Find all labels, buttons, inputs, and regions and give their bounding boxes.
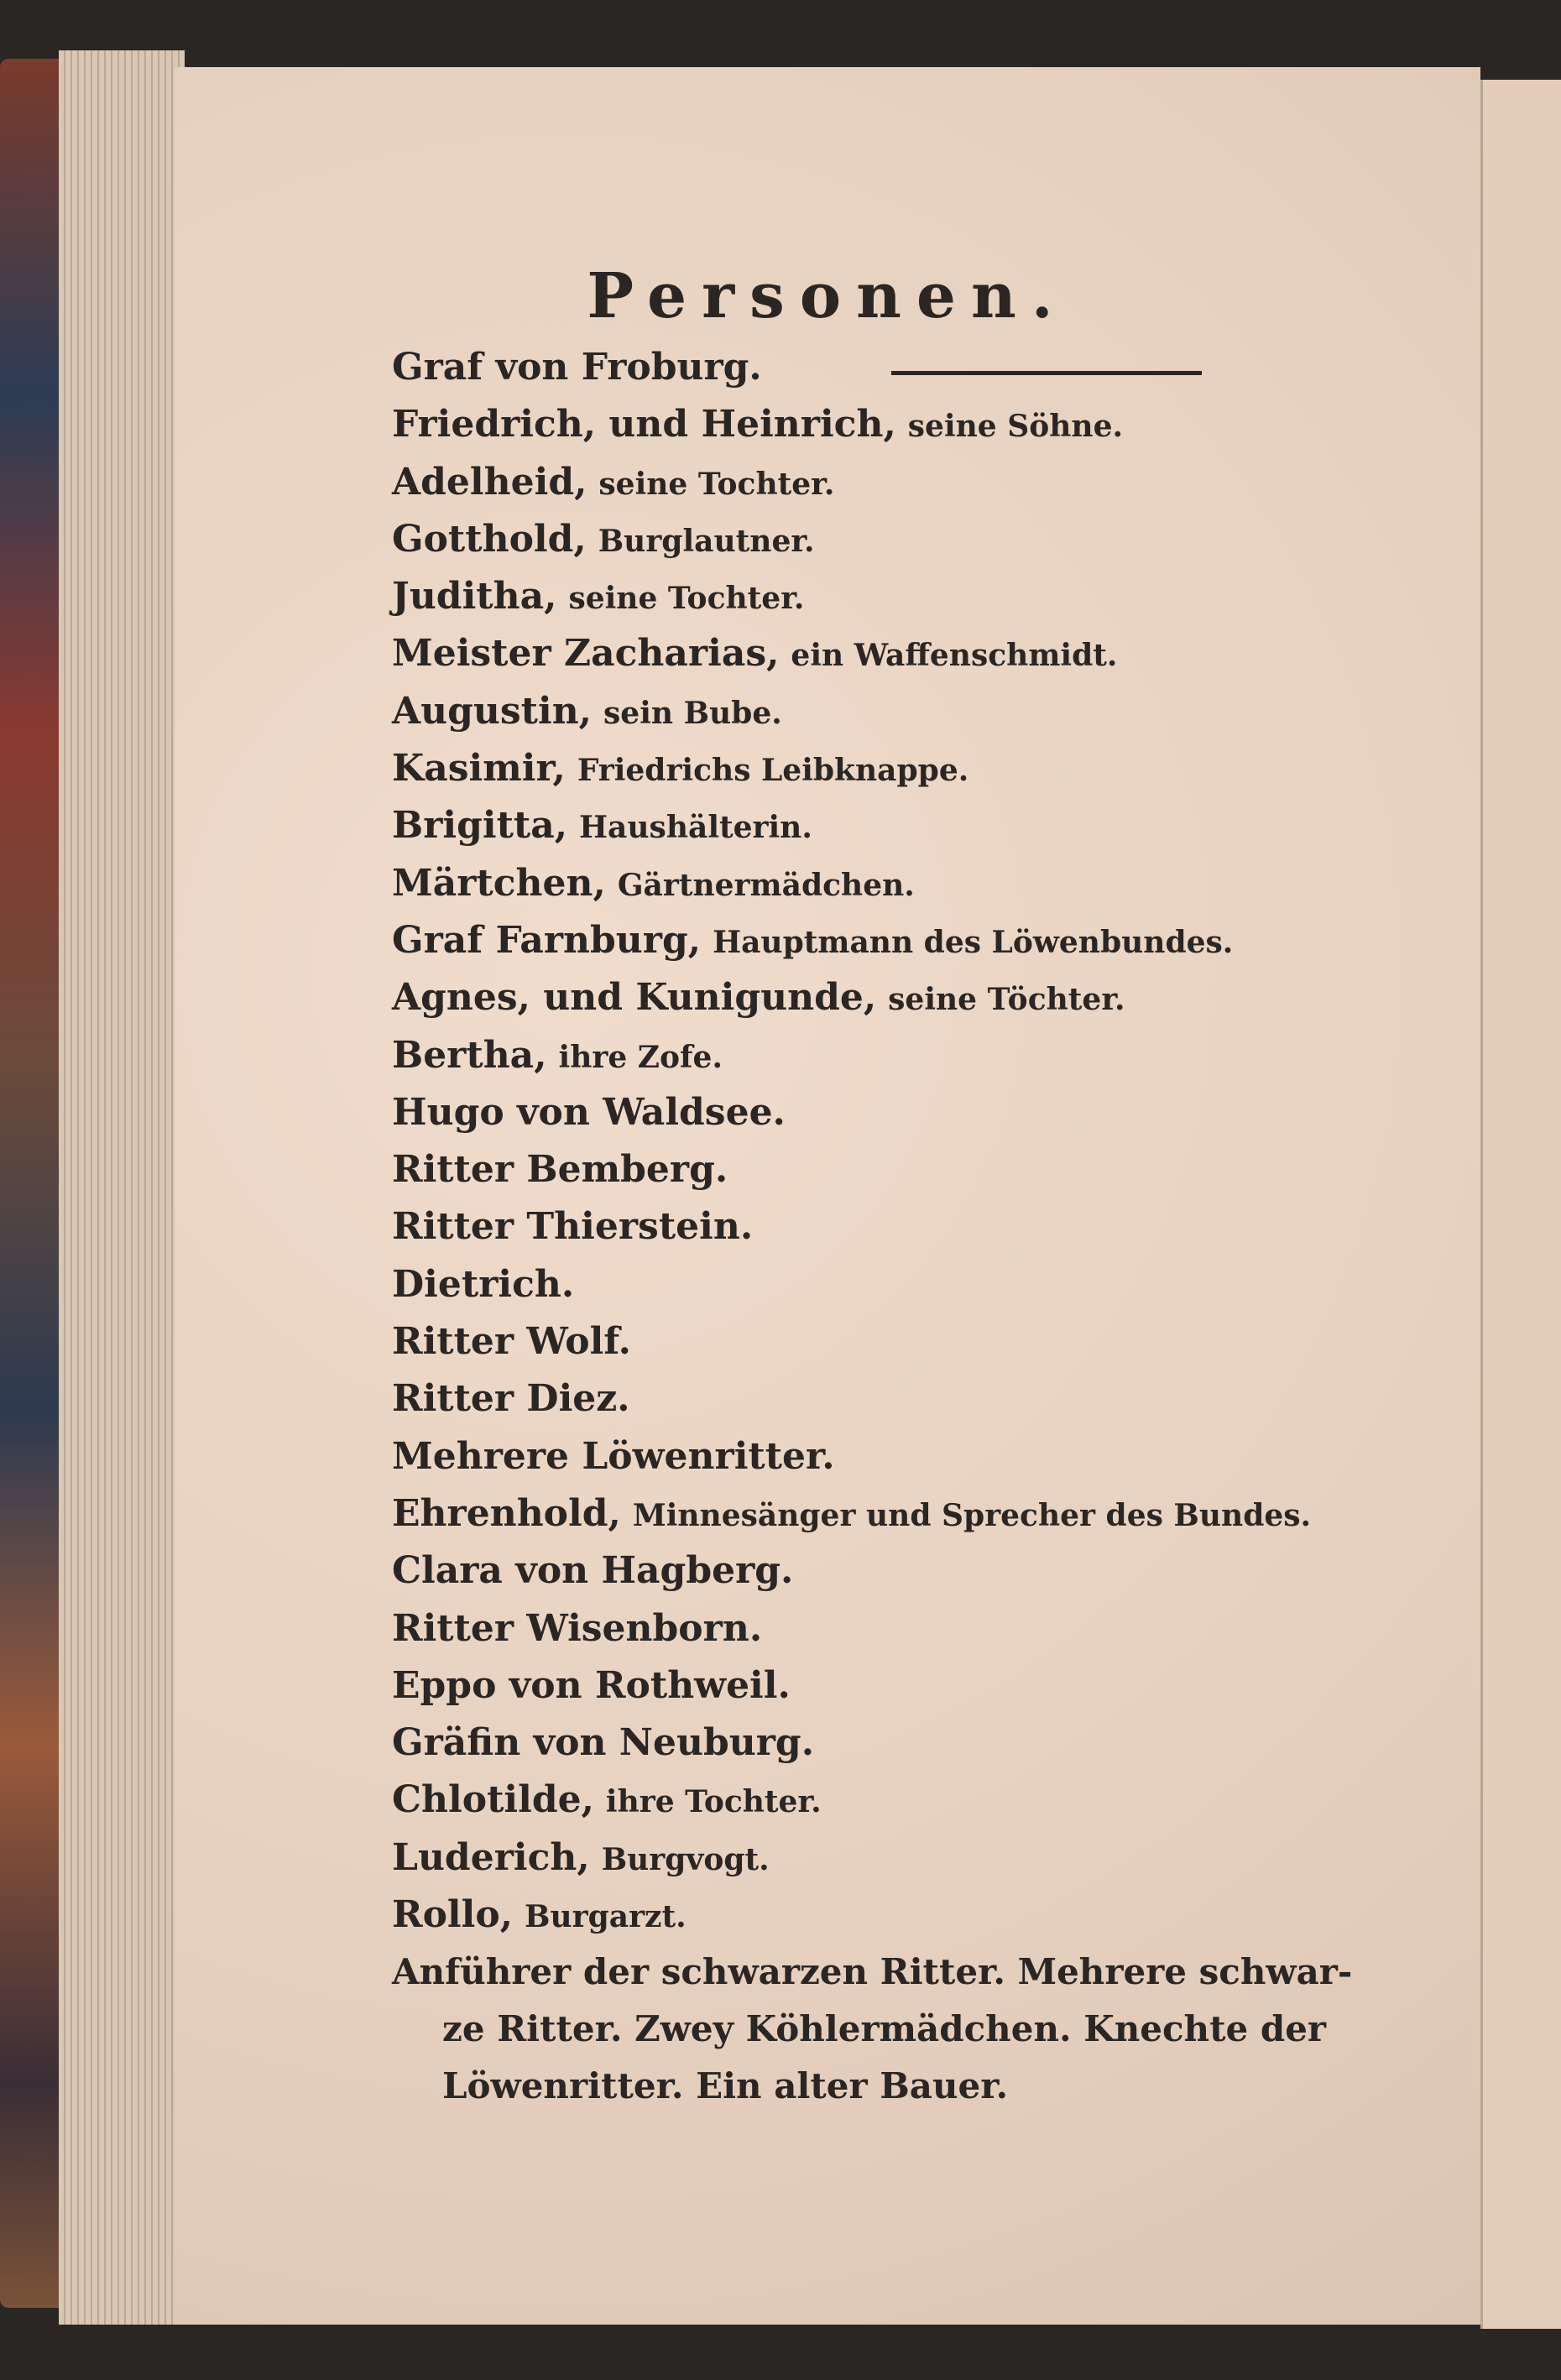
cast-entry [392, 1141, 1357, 1198]
character-description: seine Tochter. [568, 581, 805, 617]
character-name: Dietrich. [392, 1262, 575, 1306]
character-name: Mehrere Löwenritter. [392, 1434, 835, 1478]
cast-entry [392, 683, 1357, 740]
cast-entry [392, 1829, 1357, 1887]
facing-page-edge [1480, 80, 1561, 2329]
cast-entry [392, 339, 1357, 396]
closing-paragraph [392, 1944, 1357, 2115]
character-name: Bertha, [392, 1033, 547, 1077]
cast-entry [392, 1027, 1357, 1084]
character-name: Hugo von Waldsee. [392, 1090, 786, 1134]
character-description: Friedrichs Leibknappe. [577, 753, 969, 789]
character-description: Burgarzt. [525, 1899, 687, 1935]
character-name: Augustin, [392, 689, 593, 733]
character-name: Friedrich, und Heinrich, [392, 403, 896, 446]
character-name: Eppo von Rothweil. [392, 1663, 791, 1707]
character-name: Meister Zacharias, [392, 632, 780, 676]
cast-entry [392, 1485, 1357, 1542]
cast-entry [392, 1428, 1357, 1485]
character-description: Gärtnermädchen. [617, 867, 915, 903]
character-description: seine Söhne. [907, 409, 1124, 445]
cast-entry [392, 1657, 1357, 1715]
cast-entry [392, 969, 1357, 1026]
character-description: ein Waffenschmidt. [791, 638, 1118, 674]
character-name: Ehrenhold, [392, 1491, 621, 1535]
character-name: Graf Farnburg, [392, 918, 702, 962]
character-name: Gräfin von Neuburg. [392, 1721, 815, 1765]
character-description: Burglautner. [598, 523, 815, 559]
cast-entry [392, 568, 1357, 625]
character-name: Chlotilde, [392, 1778, 594, 1822]
cast-entry [392, 1198, 1357, 1255]
character-name: Ritter Bemberg. [392, 1148, 728, 1192]
cast-entry [392, 396, 1357, 453]
cast-entry [392, 1715, 1357, 1772]
character-description: ihre Tochter. [605, 1784, 822, 1820]
character-description: seine Tochter. [598, 466, 835, 502]
character-description: seine Töchter. [888, 982, 1125, 1018]
character-name: Agnes, und Kunigunde, [392, 976, 877, 1020]
page-edges [59, 50, 185, 2325]
page-title: Personen. [587, 260, 1068, 332]
character-name: Adelheid, [392, 460, 587, 504]
character-name: Märtchen, [392, 861, 606, 905]
cast-entry [392, 797, 1357, 854]
cast-list [392, 339, 1357, 2115]
cast-entry [392, 1600, 1357, 1657]
cast-entry [392, 740, 1357, 797]
cast-entry [392, 855, 1357, 912]
character-name: Ritter Wolf. [392, 1320, 631, 1364]
cast-entry [392, 912, 1357, 969]
character-name: Luderich, [392, 1835, 590, 1879]
character-description: Hauptmann des Löwenbundes. [713, 924, 1234, 960]
closing-line: Löwenritter. Ein alter Bauer. [442, 2065, 1009, 2107]
cast-entry [392, 1772, 1357, 1829]
closing-line: Anführer der schwarzen Ritter. Mehrere schwar- [392, 1951, 1353, 1993]
cast-entry [392, 454, 1357, 511]
cast-entry [392, 1542, 1357, 1600]
character-description: Burgvogt. [601, 1841, 770, 1877]
cast-entry [392, 1887, 1357, 1944]
character-name: Kasimir, [392, 747, 566, 791]
cast-entry [392, 511, 1357, 568]
character-name: Clara von Hagberg. [392, 1549, 794, 1593]
character-description: ihre Zofe. [558, 1039, 723, 1075]
cast-entry [392, 1370, 1357, 1427]
character-name: Ritter Thierstein. [392, 1205, 754, 1249]
character-description: Minnesänger und Sprecher des Bundes. [632, 1497, 1312, 1533]
character-name: Ritter Wisenborn. [392, 1606, 763, 1650]
cast-entry [392, 1256, 1357, 1313]
character-name: Brigitta, [392, 804, 568, 848]
character-description: Haushälterin. [579, 810, 812, 846]
cast-entry [392, 1084, 1357, 1141]
character-name: Gotthold, [392, 517, 587, 561]
character-name: Juditha, [392, 575, 557, 618]
book-cover-edge [0, 59, 65, 2308]
character-name: Graf von Froburg. [392, 346, 762, 389]
character-name: Ritter Diez. [392, 1377, 630, 1421]
character-description: sein Bube. [603, 695, 782, 731]
closing-line: ze Ritter. Zwey Köhlermädchen. Knechte der [442, 2008, 1327, 2050]
cast-entry [392, 625, 1357, 682]
character-name: Rollo, [392, 1893, 514, 1937]
cast-entry [392, 1313, 1357, 1370]
